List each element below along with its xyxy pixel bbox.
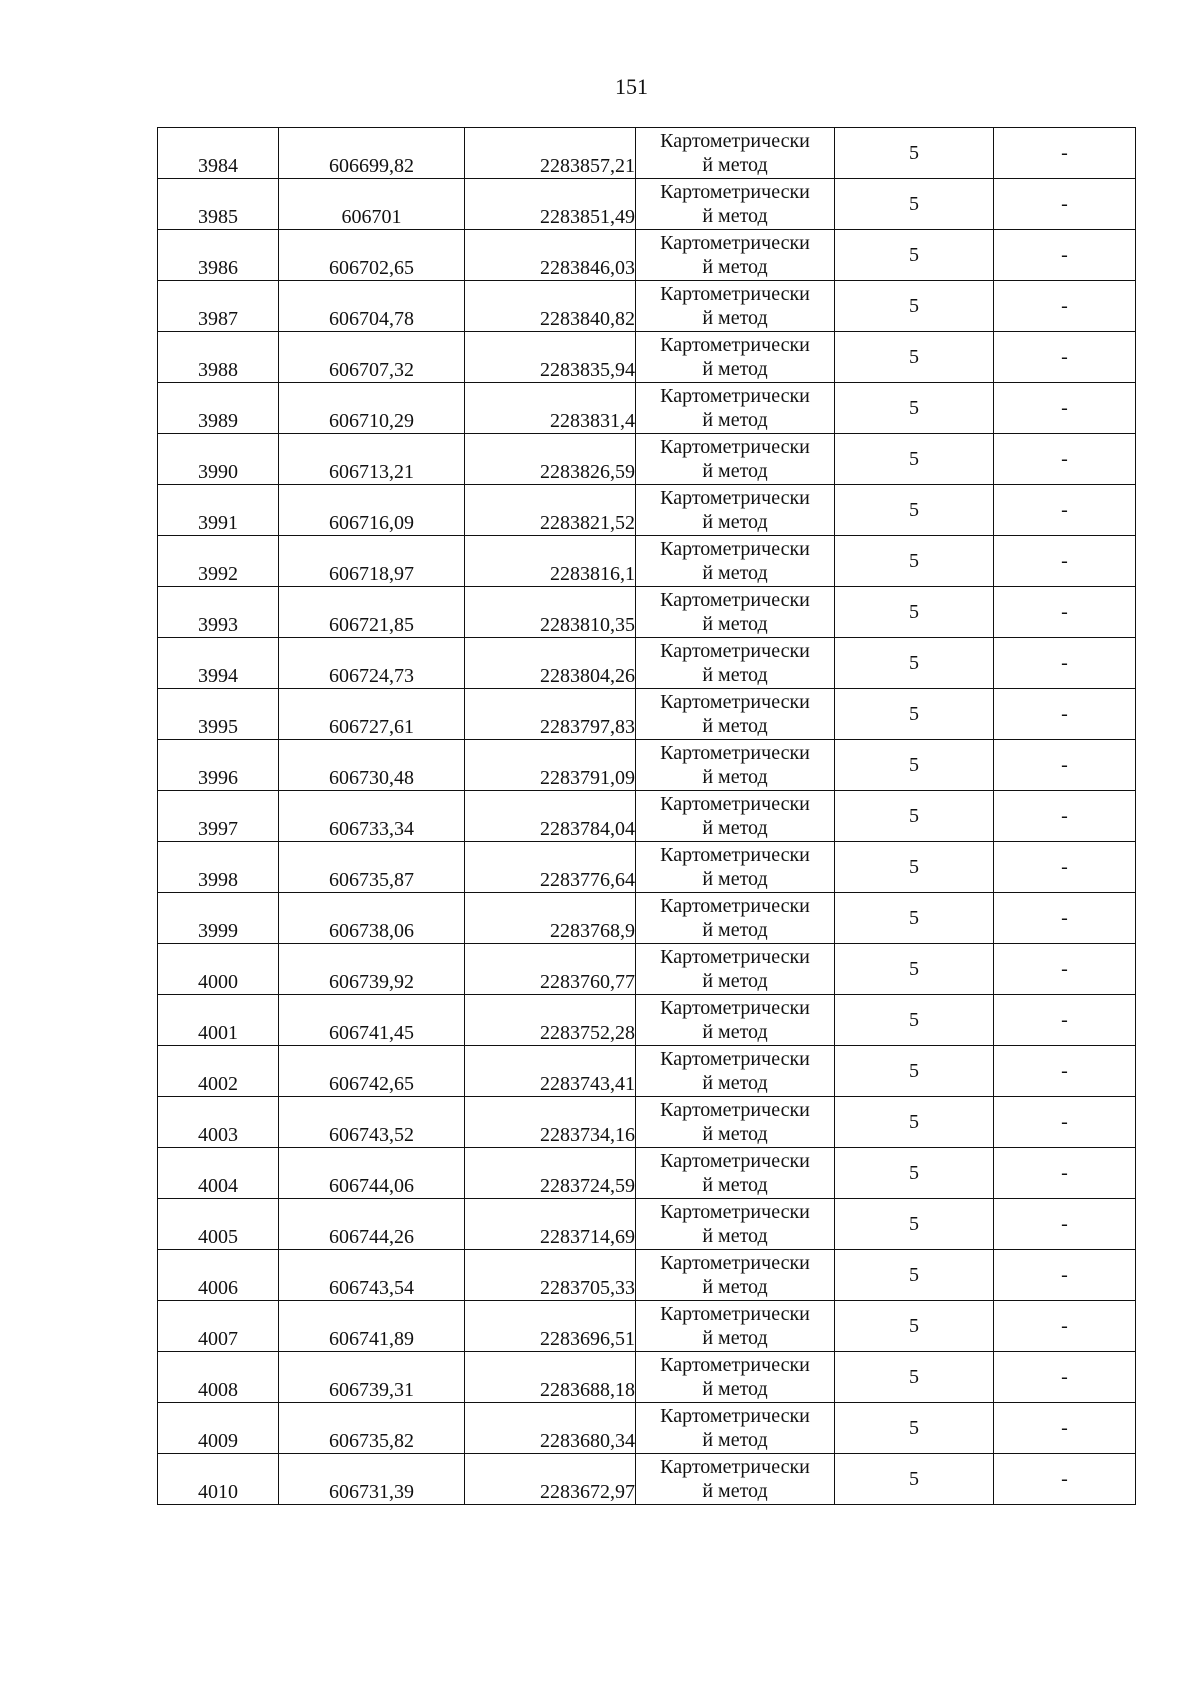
method-line-2: й метод xyxy=(702,1225,768,1247)
note-cell: - xyxy=(994,1097,1136,1148)
table-row xyxy=(158,332,1136,383)
note-cell: - xyxy=(994,893,1136,944)
note-cell: - xyxy=(994,179,1136,230)
method-line-1: Картометрически xyxy=(660,640,810,662)
y-coordinate-cell: 2283760,77 xyxy=(465,944,636,995)
x-coordinate-cell: 606744,26 xyxy=(279,1199,465,1250)
method-line-2: й метод xyxy=(702,1480,768,1502)
point-number-cell: 3988 xyxy=(158,332,279,383)
table-row xyxy=(158,1352,1136,1403)
note-cell: - xyxy=(994,536,1136,587)
coordinates-table-body xyxy=(158,128,1136,1505)
method-line-2: й метод xyxy=(702,868,768,890)
y-coordinate-cell: 2283672,97 xyxy=(465,1454,636,1505)
method-line-1: Картометрически xyxy=(660,436,810,458)
method-line-2: й метод xyxy=(702,970,768,992)
method-cell xyxy=(636,1148,835,1199)
accuracy-cell: 5 xyxy=(835,1454,994,1505)
point-number-cell: 4008 xyxy=(158,1352,279,1403)
accuracy-cell: 5 xyxy=(835,842,994,893)
table-row xyxy=(158,536,1136,587)
table-row xyxy=(158,1097,1136,1148)
y-coordinate-cell: 2283705,33 xyxy=(465,1250,636,1301)
note-cell: - xyxy=(994,1352,1136,1403)
x-coordinate-cell: 606743,54 xyxy=(279,1250,465,1301)
x-coordinate-cell: 606733,34 xyxy=(279,791,465,842)
note-cell: - xyxy=(994,689,1136,740)
x-coordinate-cell: 606730,48 xyxy=(279,740,465,791)
method-line-2: й метод xyxy=(702,664,768,686)
note-cell: - xyxy=(994,1046,1136,1097)
table-row xyxy=(158,893,1136,944)
point-number-cell: 4002 xyxy=(158,1046,279,1097)
point-number-cell: 4001 xyxy=(158,995,279,1046)
method-line-2: й метод xyxy=(702,460,768,482)
accuracy-cell: 5 xyxy=(835,638,994,689)
note-cell: - xyxy=(994,1301,1136,1352)
y-coordinate-cell: 2283784,04 xyxy=(465,791,636,842)
method-line-1: Картометрически xyxy=(660,1303,810,1325)
method-line-1: Картометрически xyxy=(660,487,810,509)
y-coordinate-cell: 2283821,52 xyxy=(465,485,636,536)
accuracy-cell: 5 xyxy=(835,128,994,179)
method-cell xyxy=(636,179,835,230)
note-cell: - xyxy=(994,638,1136,689)
point-number-cell: 4000 xyxy=(158,944,279,995)
method-cell xyxy=(636,1301,835,1352)
y-coordinate-cell: 2283791,09 xyxy=(465,740,636,791)
method-line-2: й метод xyxy=(702,1378,768,1400)
note-cell: - xyxy=(994,434,1136,485)
note-cell: - xyxy=(994,485,1136,536)
point-number-cell: 3993 xyxy=(158,587,279,638)
method-line-2: й метод xyxy=(702,613,768,635)
table-row xyxy=(158,230,1136,281)
x-coordinate-cell: 606718,97 xyxy=(279,536,465,587)
table-row xyxy=(158,995,1136,1046)
table-row xyxy=(158,434,1136,485)
x-coordinate-cell: 606716,09 xyxy=(279,485,465,536)
method-line-1: Картометрически xyxy=(660,1354,810,1376)
table-row xyxy=(158,587,1136,638)
x-coordinate-cell: 606699,82 xyxy=(279,128,465,179)
accuracy-cell: 5 xyxy=(835,587,994,638)
point-number-cell: 3994 xyxy=(158,638,279,689)
method-cell xyxy=(636,332,835,383)
table-row xyxy=(158,1148,1136,1199)
table-row xyxy=(158,689,1136,740)
x-coordinate-cell: 606741,89 xyxy=(279,1301,465,1352)
y-coordinate-cell: 2283826,59 xyxy=(465,434,636,485)
method-cell xyxy=(636,689,835,740)
x-coordinate-cell: 606743,52 xyxy=(279,1097,465,1148)
method-cell xyxy=(636,128,835,179)
note-cell: - xyxy=(994,332,1136,383)
method-line-1: Картометрически xyxy=(660,181,810,203)
method-cell xyxy=(636,587,835,638)
x-coordinate-cell: 606721,85 xyxy=(279,587,465,638)
accuracy-cell: 5 xyxy=(835,230,994,281)
method-line-2: й метод xyxy=(702,1072,768,1094)
y-coordinate-cell: 2283752,28 xyxy=(465,995,636,1046)
point-number-cell: 4009 xyxy=(158,1403,279,1454)
note-cell: - xyxy=(994,740,1136,791)
method-cell xyxy=(636,1046,835,1097)
accuracy-cell: 5 xyxy=(835,791,994,842)
method-line-1: Картометрически xyxy=(660,283,810,305)
x-coordinate-cell: 606735,87 xyxy=(279,842,465,893)
method-line-1: Картометрически xyxy=(660,1252,810,1274)
method-line-2: й метод xyxy=(702,1021,768,1043)
y-coordinate-cell: 2283680,34 xyxy=(465,1403,636,1454)
note-cell: - xyxy=(994,791,1136,842)
table-row xyxy=(158,842,1136,893)
method-line-1: Картометрически xyxy=(660,946,810,968)
y-coordinate-cell: 2283851,49 xyxy=(465,179,636,230)
y-coordinate-cell: 2283857,21 xyxy=(465,128,636,179)
method-line-1: Картометрически xyxy=(660,1456,810,1478)
method-line-2: й метод xyxy=(702,358,768,380)
method-line-2: й метод xyxy=(702,766,768,788)
accuracy-cell: 5 xyxy=(835,1148,994,1199)
table-row xyxy=(158,383,1136,434)
method-line-1: Картометрически xyxy=(660,793,810,815)
y-coordinate-cell: 2283816,1 xyxy=(465,536,636,587)
method-cell xyxy=(636,995,835,1046)
method-line-1: Картометрически xyxy=(660,895,810,917)
x-coordinate-cell: 606742,65 xyxy=(279,1046,465,1097)
method-cell xyxy=(636,791,835,842)
point-number-cell: 3990 xyxy=(158,434,279,485)
accuracy-cell: 5 xyxy=(835,383,994,434)
point-number-cell: 3997 xyxy=(158,791,279,842)
x-coordinate-cell: 606739,92 xyxy=(279,944,465,995)
method-line-2: й метод xyxy=(702,1276,768,1298)
y-coordinate-cell: 2283768,9 xyxy=(465,893,636,944)
table-row xyxy=(158,740,1136,791)
method-cell xyxy=(636,1352,835,1403)
method-cell xyxy=(636,230,835,281)
x-coordinate-cell: 606735,82 xyxy=(279,1403,465,1454)
accuracy-cell: 5 xyxy=(835,332,994,383)
point-number-cell: 4007 xyxy=(158,1301,279,1352)
x-coordinate-cell: 606704,78 xyxy=(279,281,465,332)
accuracy-cell: 5 xyxy=(835,1403,994,1454)
x-coordinate-cell: 606727,61 xyxy=(279,689,465,740)
method-cell xyxy=(636,383,835,434)
x-coordinate-cell: 606710,29 xyxy=(279,383,465,434)
point-number-cell: 3999 xyxy=(158,893,279,944)
accuracy-cell: 5 xyxy=(835,536,994,587)
method-cell xyxy=(636,1454,835,1505)
table-row xyxy=(158,281,1136,332)
accuracy-cell: 5 xyxy=(835,944,994,995)
method-line-2: й метод xyxy=(702,715,768,737)
note-cell: - xyxy=(994,1148,1136,1199)
accuracy-cell: 5 xyxy=(835,434,994,485)
method-line-1: Картометрически xyxy=(660,130,810,152)
table-row xyxy=(158,1250,1136,1301)
method-cell xyxy=(636,1199,835,1250)
method-line-2: й метод xyxy=(702,562,768,584)
point-number-cell: 4005 xyxy=(158,1199,279,1250)
method-line-2: й метод xyxy=(702,1174,768,1196)
note-cell: - xyxy=(994,230,1136,281)
point-number-cell: 3991 xyxy=(158,485,279,536)
note-cell: - xyxy=(994,1199,1136,1250)
x-coordinate-cell: 606744,06 xyxy=(279,1148,465,1199)
x-coordinate-cell: 606724,73 xyxy=(279,638,465,689)
note-cell: - xyxy=(994,587,1136,638)
accuracy-cell: 5 xyxy=(835,179,994,230)
method-line-2: й метод xyxy=(702,919,768,941)
coordinates-table xyxy=(157,127,1136,1505)
method-cell xyxy=(636,1097,835,1148)
table-row xyxy=(158,1301,1136,1352)
y-coordinate-cell: 2283688,18 xyxy=(465,1352,636,1403)
accuracy-cell: 5 xyxy=(835,689,994,740)
method-line-2: й метод xyxy=(702,511,768,533)
accuracy-cell: 5 xyxy=(835,1301,994,1352)
table-row xyxy=(158,638,1136,689)
method-line-2: й метод xyxy=(702,205,768,227)
y-coordinate-cell: 2283797,83 xyxy=(465,689,636,740)
accuracy-cell: 5 xyxy=(835,1046,994,1097)
method-line-1: Картометрически xyxy=(660,742,810,764)
method-line-2: й метод xyxy=(702,1327,768,1349)
accuracy-cell: 5 xyxy=(835,485,994,536)
method-line-1: Картометрически xyxy=(660,1405,810,1427)
method-line-1: Картометрически xyxy=(660,589,810,611)
table-row xyxy=(158,1454,1136,1505)
point-number-cell: 3986 xyxy=(158,230,279,281)
note-cell: - xyxy=(994,995,1136,1046)
page-number: 151 xyxy=(615,74,648,99)
method-line-2: й метод xyxy=(702,256,768,278)
method-cell xyxy=(636,1250,835,1301)
y-coordinate-cell: 2283696,51 xyxy=(465,1301,636,1352)
y-coordinate-cell: 2283840,82 xyxy=(465,281,636,332)
method-line-2: й метод xyxy=(702,817,768,839)
method-line-1: Картометрически xyxy=(660,334,810,356)
y-coordinate-cell: 2283810,35 xyxy=(465,587,636,638)
method-line-1: Картометрически xyxy=(660,1048,810,1070)
method-cell xyxy=(636,485,835,536)
x-coordinate-cell: 606713,21 xyxy=(279,434,465,485)
note-cell: - xyxy=(994,128,1136,179)
method-cell xyxy=(636,1403,835,1454)
method-line-1: Картометрически xyxy=(660,1099,810,1121)
method-line-1: Картометрически xyxy=(660,538,810,560)
y-coordinate-cell: 2283846,03 xyxy=(465,230,636,281)
table-row xyxy=(158,485,1136,536)
x-coordinate-cell: 606738,06 xyxy=(279,893,465,944)
method-cell xyxy=(636,893,835,944)
method-cell xyxy=(636,740,835,791)
point-number-cell: 4003 xyxy=(158,1097,279,1148)
note-cell: - xyxy=(994,842,1136,893)
point-number-cell: 4004 xyxy=(158,1148,279,1199)
method-cell xyxy=(636,638,835,689)
y-coordinate-cell: 2283776,64 xyxy=(465,842,636,893)
table-row xyxy=(158,1199,1136,1250)
y-coordinate-cell: 2283831,4 xyxy=(465,383,636,434)
x-coordinate-cell: 606731,39 xyxy=(279,1454,465,1505)
x-coordinate-cell: 606702,65 xyxy=(279,230,465,281)
note-cell: - xyxy=(994,944,1136,995)
x-coordinate-cell: 606739,31 xyxy=(279,1352,465,1403)
table-row xyxy=(158,1046,1136,1097)
point-number-cell: 3998 xyxy=(158,842,279,893)
table-row xyxy=(158,791,1136,842)
note-cell: - xyxy=(994,281,1136,332)
point-number-cell: 4010 xyxy=(158,1454,279,1505)
method-line-2: й метод xyxy=(702,307,768,329)
table-row xyxy=(158,128,1136,179)
table-row xyxy=(158,1403,1136,1454)
point-number-cell: 3985 xyxy=(158,179,279,230)
point-number-cell: 3987 xyxy=(158,281,279,332)
method-line-1: Картометрически xyxy=(660,997,810,1019)
accuracy-cell: 5 xyxy=(835,281,994,332)
point-number-cell: 3989 xyxy=(158,383,279,434)
accuracy-cell: 5 xyxy=(835,740,994,791)
point-number-cell: 3996 xyxy=(158,740,279,791)
method-line-1: Картометрически xyxy=(660,1201,810,1223)
table-row xyxy=(158,944,1136,995)
method-line-2: й метод xyxy=(702,1123,768,1145)
method-line-1: Картометрически xyxy=(660,1150,810,1172)
accuracy-cell: 5 xyxy=(835,1250,994,1301)
y-coordinate-cell: 2283743,41 xyxy=(465,1046,636,1097)
method-cell xyxy=(636,944,835,995)
x-coordinate-cell: 606741,45 xyxy=(279,995,465,1046)
accuracy-cell: 5 xyxy=(835,1097,994,1148)
y-coordinate-cell: 2283714,69 xyxy=(465,1199,636,1250)
method-line-1: Картометрически xyxy=(660,385,810,407)
x-coordinate-cell: 606707,32 xyxy=(279,332,465,383)
note-cell: - xyxy=(994,1454,1136,1505)
method-line-2: й метод xyxy=(702,409,768,431)
y-coordinate-cell: 2283724,59 xyxy=(465,1148,636,1199)
method-cell xyxy=(636,842,835,893)
y-coordinate-cell: 2283804,26 xyxy=(465,638,636,689)
point-number-cell: 3995 xyxy=(158,689,279,740)
y-coordinate-cell: 2283734,16 xyxy=(465,1097,636,1148)
point-number-cell: 4006 xyxy=(158,1250,279,1301)
method-cell xyxy=(636,434,835,485)
accuracy-cell: 5 xyxy=(835,893,994,944)
y-coordinate-cell: 2283835,94 xyxy=(465,332,636,383)
method-line-1: Картометрически xyxy=(660,232,810,254)
accuracy-cell: 5 xyxy=(835,995,994,1046)
accuracy-cell: 5 xyxy=(835,1199,994,1250)
method-cell xyxy=(636,536,835,587)
note-cell: - xyxy=(994,383,1136,434)
method-line-1: Картометрически xyxy=(660,691,810,713)
point-number-cell: 3992 xyxy=(158,536,279,587)
note-cell: - xyxy=(994,1250,1136,1301)
x-coordinate-cell: 606701 xyxy=(279,179,465,230)
method-line-2: й метод xyxy=(702,154,768,176)
note-cell: - xyxy=(994,1403,1136,1454)
table-row xyxy=(158,179,1136,230)
method-cell xyxy=(636,281,835,332)
accuracy-cell: 5 xyxy=(835,1352,994,1403)
method-line-1: Картометрически xyxy=(660,844,810,866)
method-line-2: й метод xyxy=(702,1429,768,1451)
point-number-cell: 3984 xyxy=(158,128,279,179)
